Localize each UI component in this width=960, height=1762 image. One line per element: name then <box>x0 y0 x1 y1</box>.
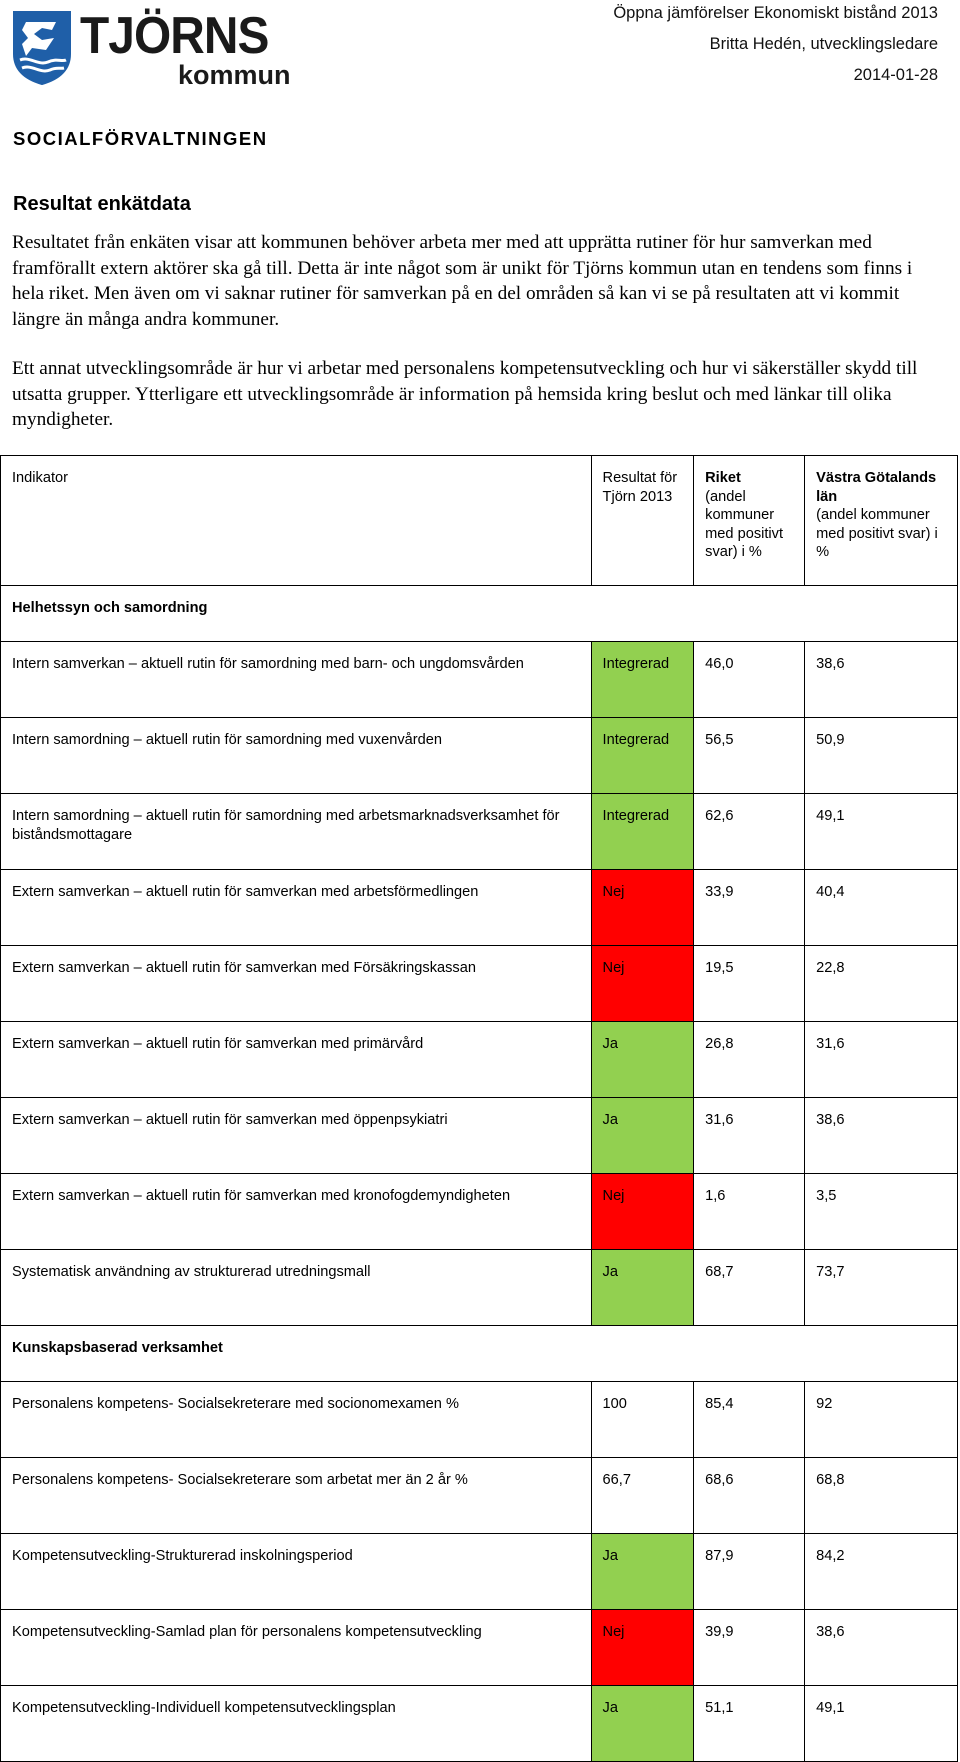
section-header-row <box>1 1326 958 1382</box>
riket-value-cell: 85,4 <box>694 1382 805 1458</box>
vastra-gotaland-value-cell: 3,5 <box>805 1174 958 1250</box>
vastra-gotaland-value-cell: 31,6 <box>805 1022 958 1098</box>
table-row <box>1 1534 958 1610</box>
header-result: Resultat för Tjörn 2013 <box>591 456 694 586</box>
result-cell: Nej <box>591 1610 694 1686</box>
riket-value-cell: 68,7 <box>694 1250 805 1326</box>
header-riket <box>694 456 805 586</box>
logo-subtitle: kommun <box>178 60 291 90</box>
result-cell: Ja <box>591 1534 694 1610</box>
table-row <box>1 1022 958 1098</box>
table-row <box>1 870 958 946</box>
indicator-cell: Extern samverkan – aktuell rutin för samverkan med arbetsförmedlingen <box>1 870 592 946</box>
vastra-gotaland-value-cell: 49,1 <box>805 794 958 870</box>
result-cell: Ja <box>591 1022 694 1098</box>
riket-value-cell: 46,0 <box>694 642 805 718</box>
result-cell: Ja <box>591 1250 694 1326</box>
indicator-cell: Intern samordning – aktuell rutin för samordning med arbetsmarknadsverksamhet för biståndsmottagare <box>1 794 592 870</box>
section-title: Resultat enkätdata <box>13 193 191 215</box>
header-vg-sub: (andel kommuner med positivt svar) i % <box>816 507 938 560</box>
table-row <box>1 1686 958 1762</box>
indicator-cell: Kompetensutveckling-Individuell kompetensutvecklingsplan <box>1 1686 592 1762</box>
riket-value-cell: 68,6 <box>694 1458 805 1534</box>
result-cell: Integrerad <box>591 718 694 794</box>
header-riket-sub: (andel kommuner med positivt svar) i % <box>705 488 784 560</box>
riket-value-cell: 19,5 <box>694 946 805 1022</box>
tjorns-kommun-logo <box>12 8 302 88</box>
table-body <box>1 586 958 1762</box>
result-cell: Nej <box>591 1174 694 1250</box>
vastra-gotaland-value-cell: 84,2 <box>805 1534 958 1610</box>
indicator-cell: Kompetensutveckling-Strukturerad inskolningsperiod <box>1 1534 592 1610</box>
indicator-cell: Intern samverkan – aktuell rutin för samordning med barn- och ungdomsvården <box>1 642 592 718</box>
vastra-gotaland-value-cell: 22,8 <box>805 946 958 1022</box>
result-cell: Ja <box>591 1686 694 1762</box>
indicator-cell: Extern samverkan – aktuell rutin för samverkan med öppenpsykiatri <box>1 1098 592 1174</box>
indicator-cell: Extern samverkan – aktuell rutin för samverkan med kronofogdemyndigheten <box>1 1174 592 1250</box>
indicator-cell: Kompetensutveckling-Samlad plan för personalens kompetensutveckling <box>1 1610 592 1686</box>
document-header <box>613 3 938 96</box>
table-row <box>1 946 958 1022</box>
department-name: SOCIALFÖRVALTNINGEN <box>13 128 268 149</box>
paragraph-2: Ett annat utvecklingsområde är hur vi arbetar med personalens kompetensutveckling och hur vi säkerställer skydd till utsatta grupper. Ytterligare ett utvecklingsområde är information på hemsida kring beslut och med länkar till olika myndigheter. <box>12 358 918 430</box>
result-cell: 66,7 <box>591 1458 694 1534</box>
riket-value-cell: 26,8 <box>694 1022 805 1098</box>
table-row <box>1 1458 958 1534</box>
result-cell: Ja <box>591 1098 694 1174</box>
vastra-gotaland-value-cell: 73,7 <box>805 1250 958 1326</box>
section-header-row <box>1 586 958 642</box>
vastra-gotaland-value-cell: 49,1 <box>805 1686 958 1762</box>
section-header: Helhetssyn och samordning <box>1 586 958 642</box>
table-row <box>1 1250 958 1326</box>
result-cell: Integrerad <box>591 794 694 870</box>
results-table <box>0 455 958 1762</box>
table-row <box>1 718 958 794</box>
table-row <box>1 1098 958 1174</box>
table-row <box>1 1382 958 1458</box>
indicator-cell: Personalens kompetens- Socialsekreterare som arbetat mer än 2 år % <box>1 1458 592 1534</box>
vastra-gotaland-value-cell: 38,6 <box>805 1610 958 1686</box>
riket-value-cell: 33,9 <box>694 870 805 946</box>
vastra-gotaland-value-cell: 92 <box>805 1382 958 1458</box>
section-header: Kunskapsbaserad verksamhet <box>1 1326 958 1382</box>
riket-value-cell: 39,9 <box>694 1610 805 1686</box>
table-row <box>1 794 958 870</box>
paragraph-1: Resultatet från enkäten visar att kommunen behöver arbeta mer med att upprätta rutiner för hur samverkan med framförallt extern aktörer ska gå till. Detta är inte något som är unikt för Tjörns kommun utan en tendens som finns i hela riket. Men även om vi saknar rutiner för samverkan på en del områden så kan vi se på resultaten att vi kommit längre än många andra kommuner. <box>12 232 913 330</box>
riket-value-cell: 56,5 <box>694 718 805 794</box>
riket-value-cell: 62,6 <box>694 794 805 870</box>
vastra-gotaland-value-cell: 50,9 <box>805 718 958 794</box>
table-row <box>1 642 958 718</box>
table-row <box>1 1174 958 1250</box>
result-cell: 100 <box>591 1382 694 1458</box>
result-cell: Integrerad <box>591 642 694 718</box>
indicator-cell: Extern samverkan – aktuell rutin för samverkan med primärvård <box>1 1022 592 1098</box>
header-indicator: Indikator <box>1 456 592 586</box>
indicator-cell: Systematisk användning av strukturerad utredningsmall <box>1 1250 592 1326</box>
header-vg-title: Västra Götalands län <box>816 470 937 505</box>
riket-value-cell: 87,9 <box>694 1534 805 1610</box>
indicator-cell: Extern samverkan – aktuell rutin för samverkan med Försäkringskassan <box>1 946 592 1022</box>
indicator-cell: Intern samordning – aktuell rutin för samordning med vuxenvården <box>1 718 592 794</box>
header-riket-title: Riket <box>705 470 741 486</box>
header-vastra-gotaland <box>805 456 958 586</box>
result-cell: Nej <box>591 946 694 1022</box>
vastra-gotaland-value-cell: 68,8 <box>805 1458 958 1534</box>
vastra-gotaland-value-cell: 38,6 <box>805 642 958 718</box>
logo-name: TJÖRNS <box>80 7 269 65</box>
vastra-gotaland-value-cell: 40,4 <box>805 870 958 946</box>
document-date: 2014-01-28 <box>853 66 938 84</box>
riket-value-cell: 51,1 <box>694 1686 805 1762</box>
vastra-gotaland-value-cell: 38,6 <box>805 1098 958 1174</box>
riket-value-cell: 31,6 <box>694 1098 805 1174</box>
table-row <box>1 1610 958 1686</box>
document-author: Britta Hedén, utvecklingsledare <box>709 35 938 53</box>
table-header-row <box>1 456 958 586</box>
result-cell: Nej <box>591 870 694 946</box>
riket-value-cell: 1,6 <box>694 1174 805 1250</box>
indicator-cell: Personalens kompetens- Socialsekreterare med socionomexamen % <box>1 1382 592 1458</box>
document-title: Öppna jämförelser Ekonomiskt bistånd 2013 <box>613 4 938 22</box>
municipality-coat-of-arms-icon <box>12 10 72 86</box>
